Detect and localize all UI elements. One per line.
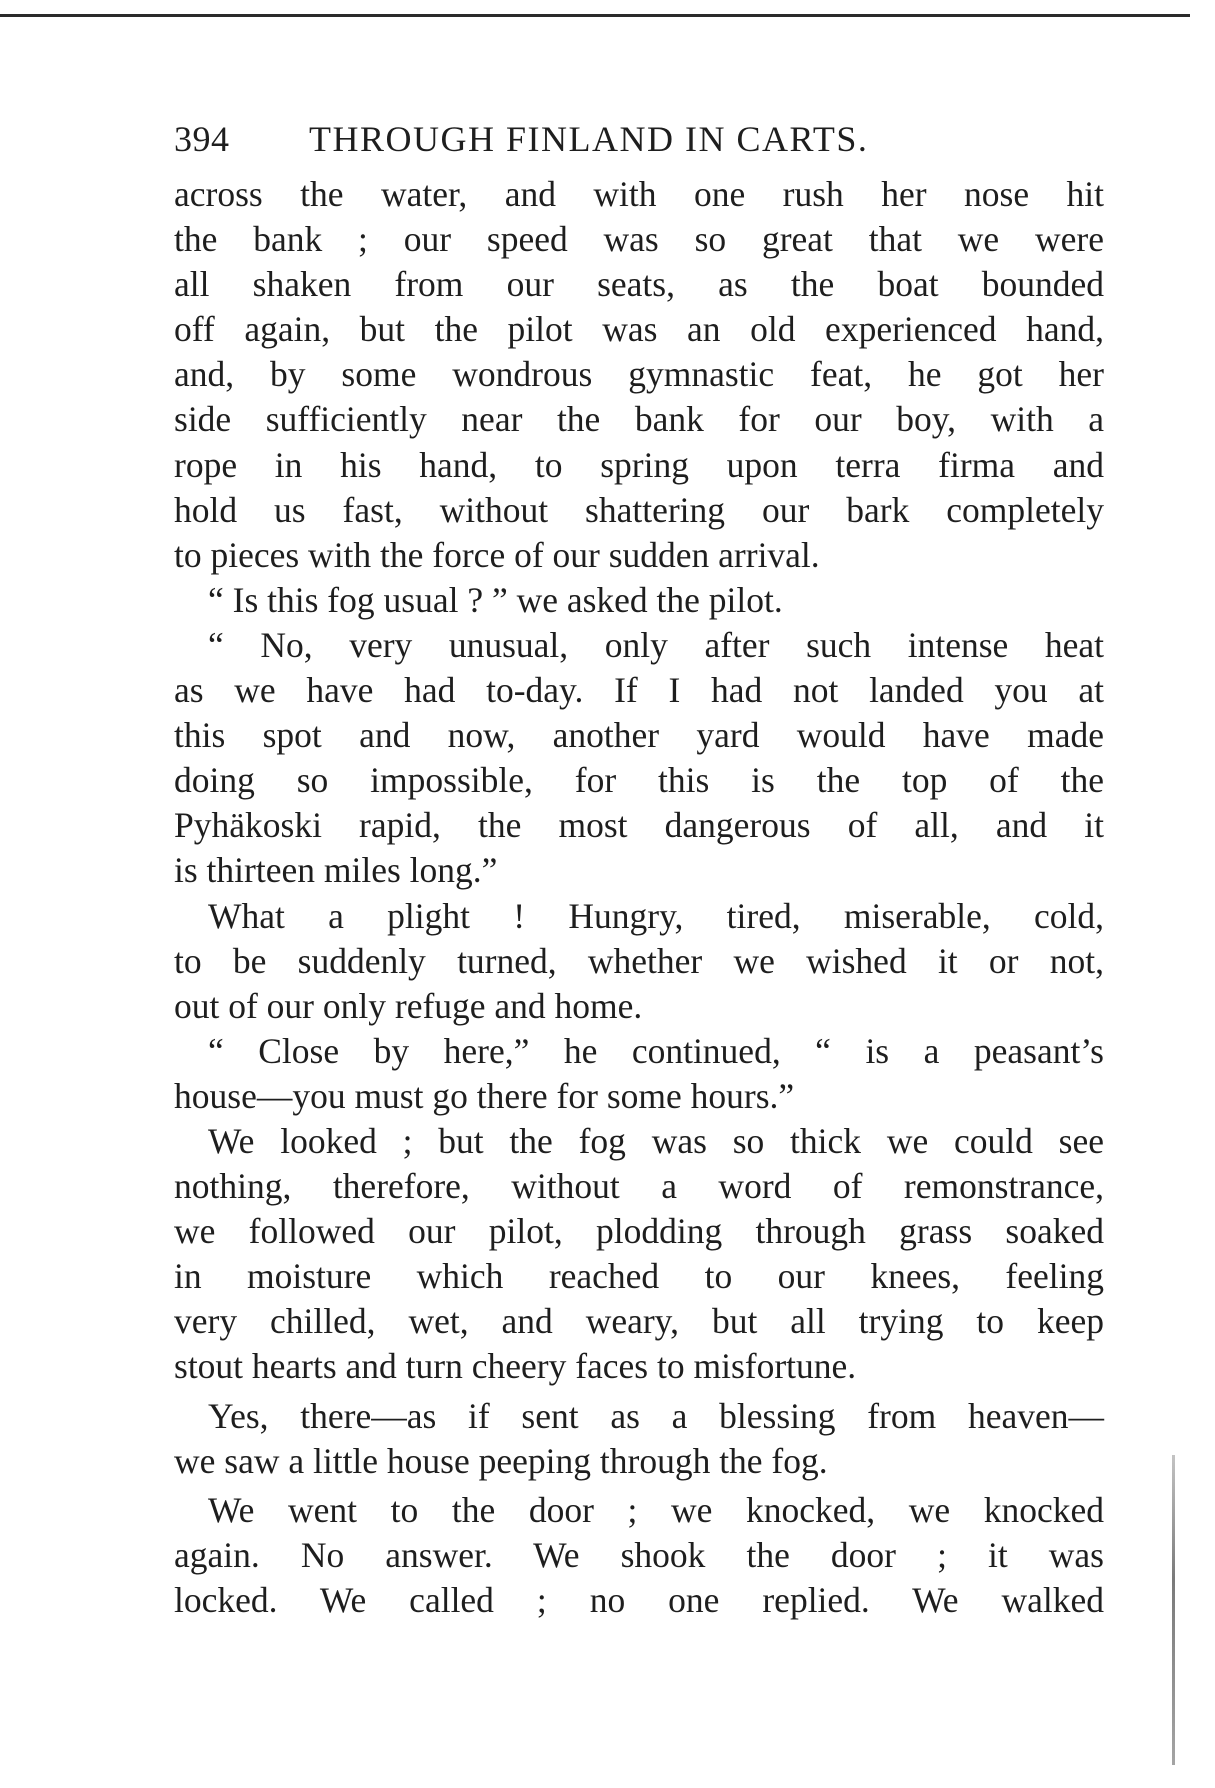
text-line: and, by some wondrous gymnastic feat, he got her [174, 354, 1104, 395]
text-line: in moisture which reached to our knees, feeling [174, 1256, 1104, 1297]
text-line: “ Is this fog usual ? ” we asked the pilot. [208, 579, 783, 620]
text-line: house—you must go there for some hours.” [174, 1075, 795, 1116]
text-line: we saw a little house peeping through the fog. [174, 1440, 828, 1481]
text-line: out of our only refuge and home. [174, 985, 643, 1026]
text-line: as we have had to-day. If I had not landed you at [174, 670, 1104, 711]
text-line: rope in his hand, to spring upon terra firma and [174, 444, 1104, 485]
text-line: is thirteen miles long.” [174, 850, 498, 891]
text-line: We went to the door ; we knocked, we knocked [208, 1489, 1104, 1530]
page-edge-marks [1172, 1455, 1175, 1765]
text-line: hold us fast, without shattering our bark completely [174, 489, 1104, 530]
text-line: What a plight ! Hungry, tired, miserable, cold, [208, 895, 1104, 936]
text-line: again. No answer. We shook the door ; it was [174, 1534, 1104, 1575]
text-line: stout hearts and turn cheery faces to misfortune. [174, 1346, 857, 1387]
text-line: across the water, and with one rush her nose hit [174, 174, 1104, 214]
text-line: very chilled, wet, and weary, but all trying to keep [174, 1301, 1104, 1342]
text-line: Yes, there—as if sent as a blessing from heaven— [208, 1395, 1104, 1436]
text-line: nothing, therefore, without a word of remonstrance, [174, 1166, 1104, 1207]
text-line: Pyhäkoski rapid, the most dangerous of all, and it [174, 805, 1104, 846]
text-line: all shaken from our seats, as the boat bounded [174, 264, 1104, 305]
text-line: we followed our pilot, plodding through grass soaked [174, 1211, 1104, 1252]
text-line: locked. We called ; no one replied. We walked [174, 1579, 1104, 1620]
text-line: We looked ; but the fog was so thick we could see [208, 1120, 1104, 1161]
body-text [174, 172, 1104, 1623]
top-rule [0, 14, 1190, 17]
text-line: this spot and now, another yard would have made [174, 715, 1104, 756]
running-head [174, 118, 1104, 172]
text-line: to be suddenly turned, whether we wished it or not, [174, 940, 1104, 981]
text-line: side sufficiently near the bank for our boy, with a [174, 399, 1104, 440]
page-number: 394 [174, 119, 230, 159]
text-line: “ Close by here,” he continued, “ is a peasant’s [208, 1030, 1104, 1071]
text-line: off again, but the pilot was an old experienced hand, [174, 309, 1104, 350]
book-page [174, 118, 1104, 1623]
text-line: the bank ; our speed was so great that we were [174, 219, 1104, 260]
book-title: THROUGH FINLAND IN CARTS. [309, 119, 869, 159]
text-line: to pieces with the force of our sudden arrival. [174, 534, 820, 575]
text-line: “ No, very unusual, only after such intense heat [208, 624, 1104, 665]
text-line: doing so impossible, for this is the top of the [174, 760, 1104, 801]
